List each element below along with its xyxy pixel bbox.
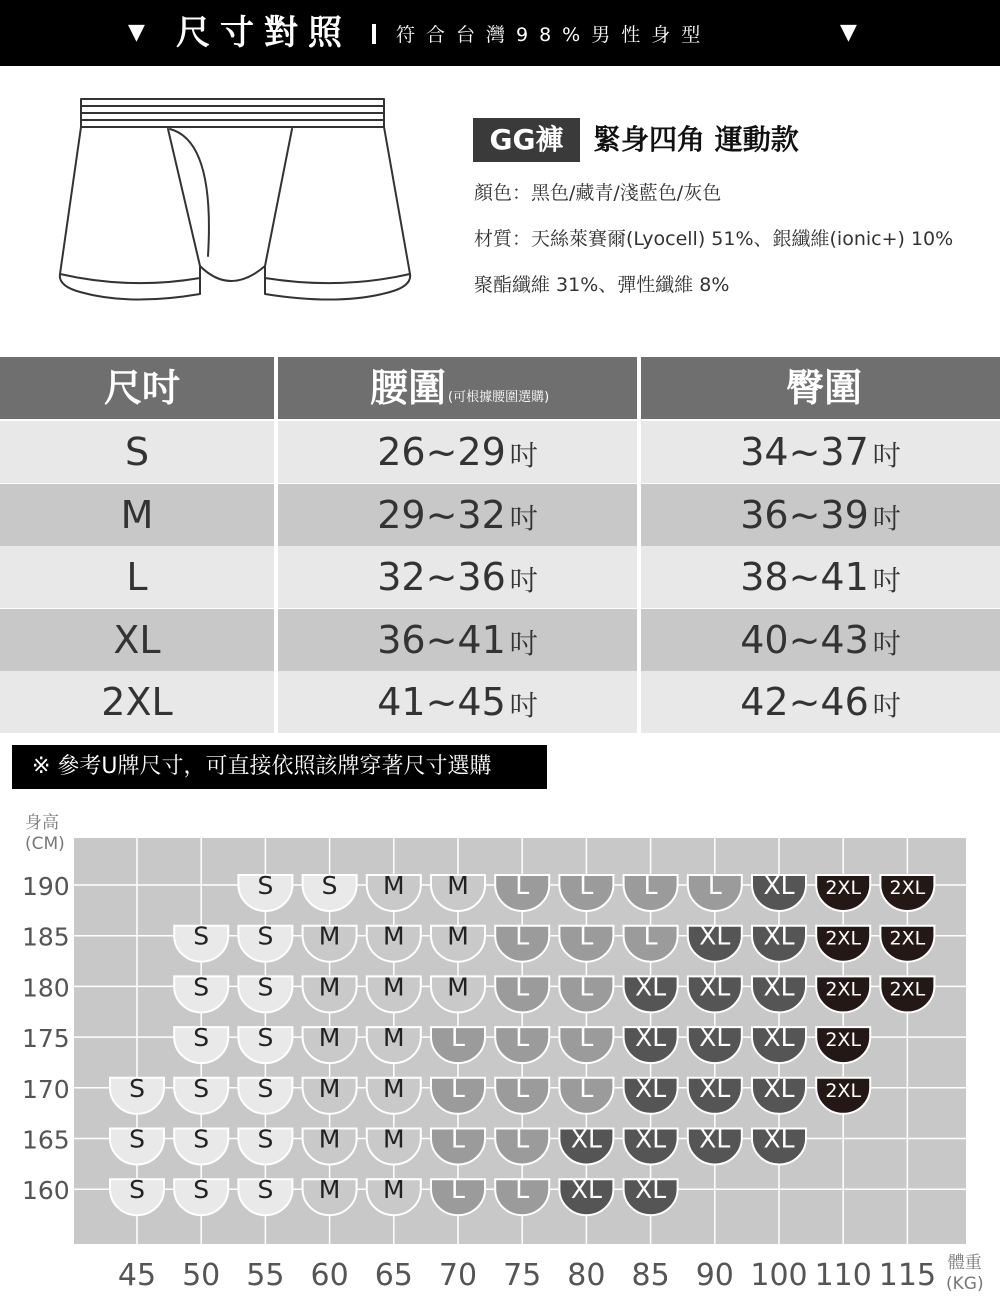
cell-size-value: S <box>124 430 150 474</box>
size-marker-label: L <box>579 871 594 900</box>
size-marker-label: 2XL <box>889 877 926 899</box>
cell-size <box>0 609 274 671</box>
size-marker-label: M <box>318 1175 341 1205</box>
unit-label: 吋 <box>509 564 538 597</box>
header-hip: 臀圍 <box>641 357 1000 419</box>
x-tick-label: 75 <box>503 1258 542 1293</box>
cell-waist <box>278 421 637 483</box>
x-tick-label: 50 <box>182 1258 221 1293</box>
y-axis-title: 身高 (CM) <box>25 813 65 854</box>
size-marker-label: S <box>257 871 274 900</box>
size-marker-label: XL <box>570 1124 602 1154</box>
size-marker-label: S <box>257 1073 274 1103</box>
cell-hip <box>641 671 1000 733</box>
size-marker-label: S <box>257 972 274 1002</box>
size-marker-label: S <box>193 1175 210 1205</box>
size-marker-label: 2XL <box>825 978 862 1001</box>
cell-waist-value: 26~29 <box>377 430 506 474</box>
size-marker-label: S <box>129 1073 145 1103</box>
size-marker-label: M <box>318 1023 341 1053</box>
cell-waist <box>278 546 637 608</box>
cell-size-value: XL <box>113 617 161 662</box>
unit-label: 吋 <box>872 439 901 472</box>
x-tick-label: 115 <box>878 1258 937 1293</box>
size-marker-label: XL <box>699 1023 731 1053</box>
cell-size <box>0 484 274 546</box>
x-tick-label: 80 <box>567 1258 606 1293</box>
x-tick-label: 55 <box>246 1258 285 1293</box>
cell-waist-value: 36~41 <box>377 617 506 662</box>
x-tick-label: 65 <box>374 1258 413 1293</box>
size-marker-label: S <box>193 972 210 1002</box>
size-marker-label: M <box>318 921 341 951</box>
size-marker-label: M <box>383 1073 405 1103</box>
size-marker-label: XL <box>635 1175 667 1205</box>
y-tick-label: 175 <box>22 1024 70 1054</box>
unit-label: 吋 <box>509 439 538 472</box>
unit-label: 吋 <box>872 689 901 722</box>
y-tick-label: 185 <box>22 922 70 952</box>
cell-waist-value: 29~32 <box>377 492 506 537</box>
y-tick-label: 165 <box>22 1125 70 1155</box>
size-marker-label: L <box>579 921 594 951</box>
material-line-2: 聚酯纖維 31%、彈性纖維 8% <box>474 274 730 296</box>
reference-note: ※ 參考U牌尺寸，可直接依照該牌穿著尺寸選購 <box>12 745 547 789</box>
size-marker-label: XL <box>635 1023 667 1053</box>
x-tick-label: 45 <box>117 1258 157 1293</box>
size-marker-label: M <box>383 1023 405 1053</box>
size-marker-label: S <box>193 921 210 951</box>
size-marker-label: XL <box>763 1073 795 1103</box>
cell-waist-value: 41~45 <box>377 680 506 724</box>
unit-label: 吋 <box>509 501 538 535</box>
size-marker-label: L <box>515 1124 530 1154</box>
table-row <box>0 546 1000 608</box>
size-marker-label: 2XL <box>825 877 862 899</box>
size-marker-label: XL <box>763 1124 795 1154</box>
size-marker-label: L <box>515 972 530 1002</box>
unit-label: 吋 <box>872 626 901 660</box>
unit-label: 吋 <box>872 501 901 535</box>
size-marker-label: XL <box>635 1124 667 1154</box>
cell-size <box>0 421 274 483</box>
size-marker-label: M <box>447 871 469 900</box>
size-marker-label: L <box>643 871 658 900</box>
x-tick-label: 85 <box>631 1258 670 1293</box>
size-marker-label: L <box>579 1073 594 1103</box>
y-tick-label: 160 <box>22 1176 70 1206</box>
table-row <box>0 609 1000 671</box>
size-marker-label: XL <box>699 972 731 1002</box>
size-marker-label: XL <box>763 921 795 951</box>
x-tick-label: 110 <box>814 1258 872 1293</box>
cell-waist-value: 32~36 <box>377 555 506 599</box>
header-size: 尺吋 <box>0 357 274 419</box>
x-axis-title: 體重 (KG) <box>946 1253 984 1294</box>
size-marker-label: L <box>515 921 530 951</box>
size-marker-label: S <box>129 1124 145 1154</box>
cell-hip <box>641 609 1000 671</box>
cell-hip <box>641 484 1000 546</box>
cell-waist <box>278 609 637 671</box>
size-marker-label: M <box>318 1124 341 1154</box>
cell-hip <box>641 421 1000 483</box>
cell-hip-value: 40~43 <box>740 617 869 662</box>
size-marker-label: S <box>193 1023 210 1053</box>
size-marker-label: XL <box>699 1124 731 1154</box>
waist-note: (可根據腰圍選購) <box>448 390 550 405</box>
material-line-1: 材質：天絲萊賽爾(Lyocell) 51%、銀纖維(ionic+) 10% <box>474 228 954 250</box>
size-marker-label: L <box>579 1023 594 1053</box>
unit-label: 吋 <box>509 626 538 660</box>
product-badge: GG褲 <box>473 118 580 162</box>
triangle-down-icon: ▼ <box>840 20 857 45</box>
header-banner <box>0 0 1000 66</box>
size-marker-label: XL <box>763 972 795 1002</box>
size-marker-label: XL <box>763 871 795 900</box>
size-marker-label: S <box>257 1124 274 1154</box>
size-marker-label: S <box>193 1124 210 1154</box>
size-marker-label: XL <box>699 921 731 951</box>
size-marker-label: L <box>451 1175 465 1205</box>
triangle-down-icon: ▼ <box>128 20 145 45</box>
size-marker-label: L <box>643 921 658 951</box>
size-marker-label: S <box>257 1175 274 1205</box>
size-marker-label: S <box>257 1023 274 1053</box>
table-row <box>0 671 1000 733</box>
size-marker-label: S <box>193 1073 210 1103</box>
size-marker-label: M <box>383 1175 405 1205</box>
header-waist: 腰圍 (可根據腰圍選購) <box>278 357 637 419</box>
size-marker-label: L <box>515 1073 530 1103</box>
size-marker-label: S <box>129 1175 145 1205</box>
size-marker-label: L <box>451 1073 465 1103</box>
size-marker-label: L <box>515 1175 530 1205</box>
size-marker-label: XL <box>699 1073 731 1103</box>
cell-waist <box>278 671 637 733</box>
size-marker-label: XL <box>570 1175 602 1205</box>
size-marker-label: L <box>451 1124 465 1154</box>
table-row <box>0 484 1000 546</box>
y-tick-label: 190 <box>22 872 70 901</box>
size-marker-label: L <box>451 1023 465 1053</box>
cell-hip-value: 36~39 <box>740 492 869 537</box>
color-line: 顏色：黑色/藏青/淺藍色/灰色 <box>474 182 722 204</box>
cell-waist <box>278 484 637 546</box>
size-marker-label: 2XL <box>825 927 862 950</box>
size-marker-label: M <box>383 871 405 900</box>
size-marker-label: L <box>579 972 594 1002</box>
size-marker-label: L <box>515 1023 530 1053</box>
cell-size-value: 2XL <box>101 680 173 724</box>
size-marker-label: XL <box>763 1023 795 1053</box>
size-marker-label: L <box>707 871 722 900</box>
x-tick-label: 100 <box>750 1258 808 1293</box>
banner-subtitle: 符合台灣98%男性身型 <box>396 24 712 46</box>
size-marker-label: 2XL <box>889 978 926 1001</box>
boxer-briefs-illustration <box>50 96 420 321</box>
size-marker-label: M <box>447 921 469 951</box>
banner-divider <box>372 24 376 44</box>
banner-title: 尺寸對照 <box>176 13 352 53</box>
cell-size <box>0 546 274 608</box>
cell-size-value: L <box>126 555 148 599</box>
cell-size-value: M <box>120 492 154 537</box>
cell-hip-value: 38~41 <box>740 555 869 599</box>
cell-hip-value: 42~46 <box>740 680 869 724</box>
size-marker-label: S <box>257 921 274 951</box>
size-marker-label: L <box>515 871 530 900</box>
cell-size <box>0 671 274 733</box>
size-marker-label: XL <box>635 1073 667 1103</box>
x-tick-label: 90 <box>695 1258 734 1293</box>
size-marker-label: 2XL <box>825 1029 862 1052</box>
size-marker-label: M <box>383 972 405 1002</box>
table-row <box>0 421 1000 483</box>
size-marker-label: M <box>318 972 341 1002</box>
size-marker-label: S <box>321 871 338 900</box>
product-title: 緊身四角 運動款 <box>593 123 799 156</box>
size-marker-label: M <box>383 921 405 951</box>
size-marker-label: 2XL <box>825 1079 862 1102</box>
x-tick-label: 70 <box>438 1258 478 1293</box>
y-tick-label: 170 <box>22 1074 70 1104</box>
unit-label: 吋 <box>872 564 901 597</box>
size-marker-label: 2XL <box>889 927 926 950</box>
size-marker-label: M <box>383 1124 405 1154</box>
unit-label: 吋 <box>509 689 538 722</box>
size-marker-label: M <box>318 1073 341 1103</box>
size-marker-label: XL <box>635 972 667 1002</box>
y-tick-label: 180 <box>22 973 70 1003</box>
size-marker-label: M <box>447 972 469 1002</box>
cell-hip <box>641 546 1000 608</box>
cell-hip-value: 34~37 <box>740 430 869 474</box>
x-tick-label: 60 <box>310 1258 349 1293</box>
